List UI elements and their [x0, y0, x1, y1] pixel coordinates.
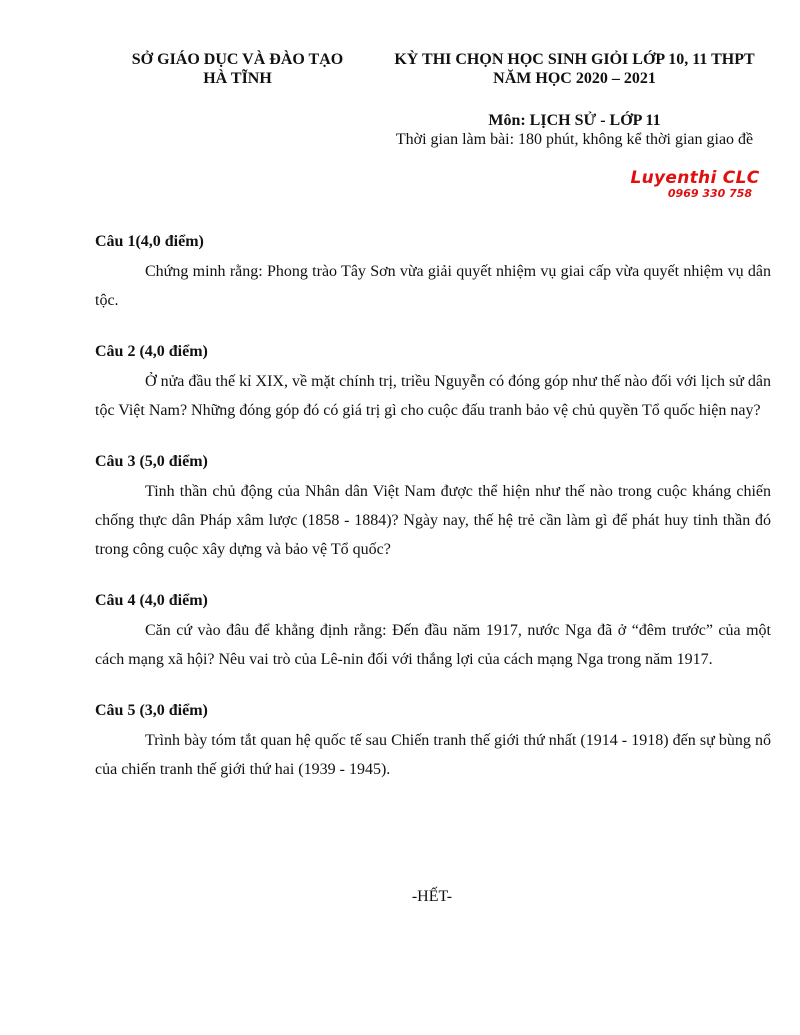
exam-header	[372, 50, 777, 88]
question-text: Tinh thần chủ động của Nhân dân Việt Nam được thể hiện như thế nào trong cuộc kháng chiến chống thực dân Pháp xâm lược (1858 - 1884)? Ngày nay, thế hệ trẻ cần làm gì để phát huy tinh thần đó trong công cuộc xây dựng và bảo vệ Tổ quốc?	[95, 483, 771, 558]
watermark-logo	[610, 168, 780, 200]
question-title: Câu 4 (4,0 điểm)	[95, 592, 208, 609]
question-title: Câu 1(4,0 điểm)	[95, 233, 204, 250]
question-5	[95, 701, 771, 784]
question-text: Căn cứ vào đâu để khẳng định rằng: Đến đầu năm 1917, nước Nga đã ở “đêm trước” của một cách mạng xã hội? Nêu vai trò của Lê-nin đối với thắng lợi của cách mạng Nga trong năm 1917.	[95, 622, 771, 668]
subject-line: Môn: LỊCH SỬ - LỚP 11	[488, 112, 661, 129]
questions-list	[95, 232, 771, 811]
watermark-name: Luyenthi CLC	[630, 168, 760, 188]
exam-title: KỲ THI CHỌN HỌC SINH GIỎI LỚP 10, 11 THPT	[394, 51, 755, 68]
question-title: Câu 5 (3,0 điểm)	[95, 702, 208, 719]
question-text: Trình bày tóm tắt quan hệ quốc tế sau Chiến tranh thế giới thứ nhất (1914 - 1918) đến sự bùng nổ của chiến tranh thế giới thứ hai (1939 - 1945).	[95, 732, 771, 778]
time-limit: Thời gian làm bài: 180 phút, không kể thời gian giao đề	[395, 131, 754, 148]
province-name: HÀ TĨNH	[203, 70, 272, 87]
question-3	[95, 452, 771, 564]
question-text: Ở nửa đầu thế kỉ XIX, về mặt chính trị, triều Nguyễn có đóng góp như thế nào đối với lịch sử dân tộc Việt Nam? Những đóng góp đó có giá trị gì cho cuộc đấu tranh bảo vệ chủ quyền Tổ quốc hiện nay?	[95, 373, 771, 419]
question-title: Câu 3 (5,0 điểm)	[95, 453, 208, 470]
department-name: SỞ GIÁO DỤC VÀ ĐÀO TẠO	[131, 51, 344, 68]
watermark-phone: 0969 330 758	[667, 187, 753, 200]
question-1	[95, 232, 771, 315]
department-header	[100, 50, 375, 88]
question-4	[95, 591, 771, 674]
school-year: NĂM HỌC 2020 – 2021	[493, 70, 656, 87]
question-2	[95, 342, 771, 425]
question-title: Câu 2 (4,0 điểm)	[95, 343, 208, 360]
end-marker: -HẾT-	[411, 888, 453, 905]
question-text: Chứng minh rằng: Phong trào Tây Sơn vừa giải quyết nhiệm vụ giai cấp vừa quyết nhiệm vụ dân tộc.	[95, 263, 771, 309]
